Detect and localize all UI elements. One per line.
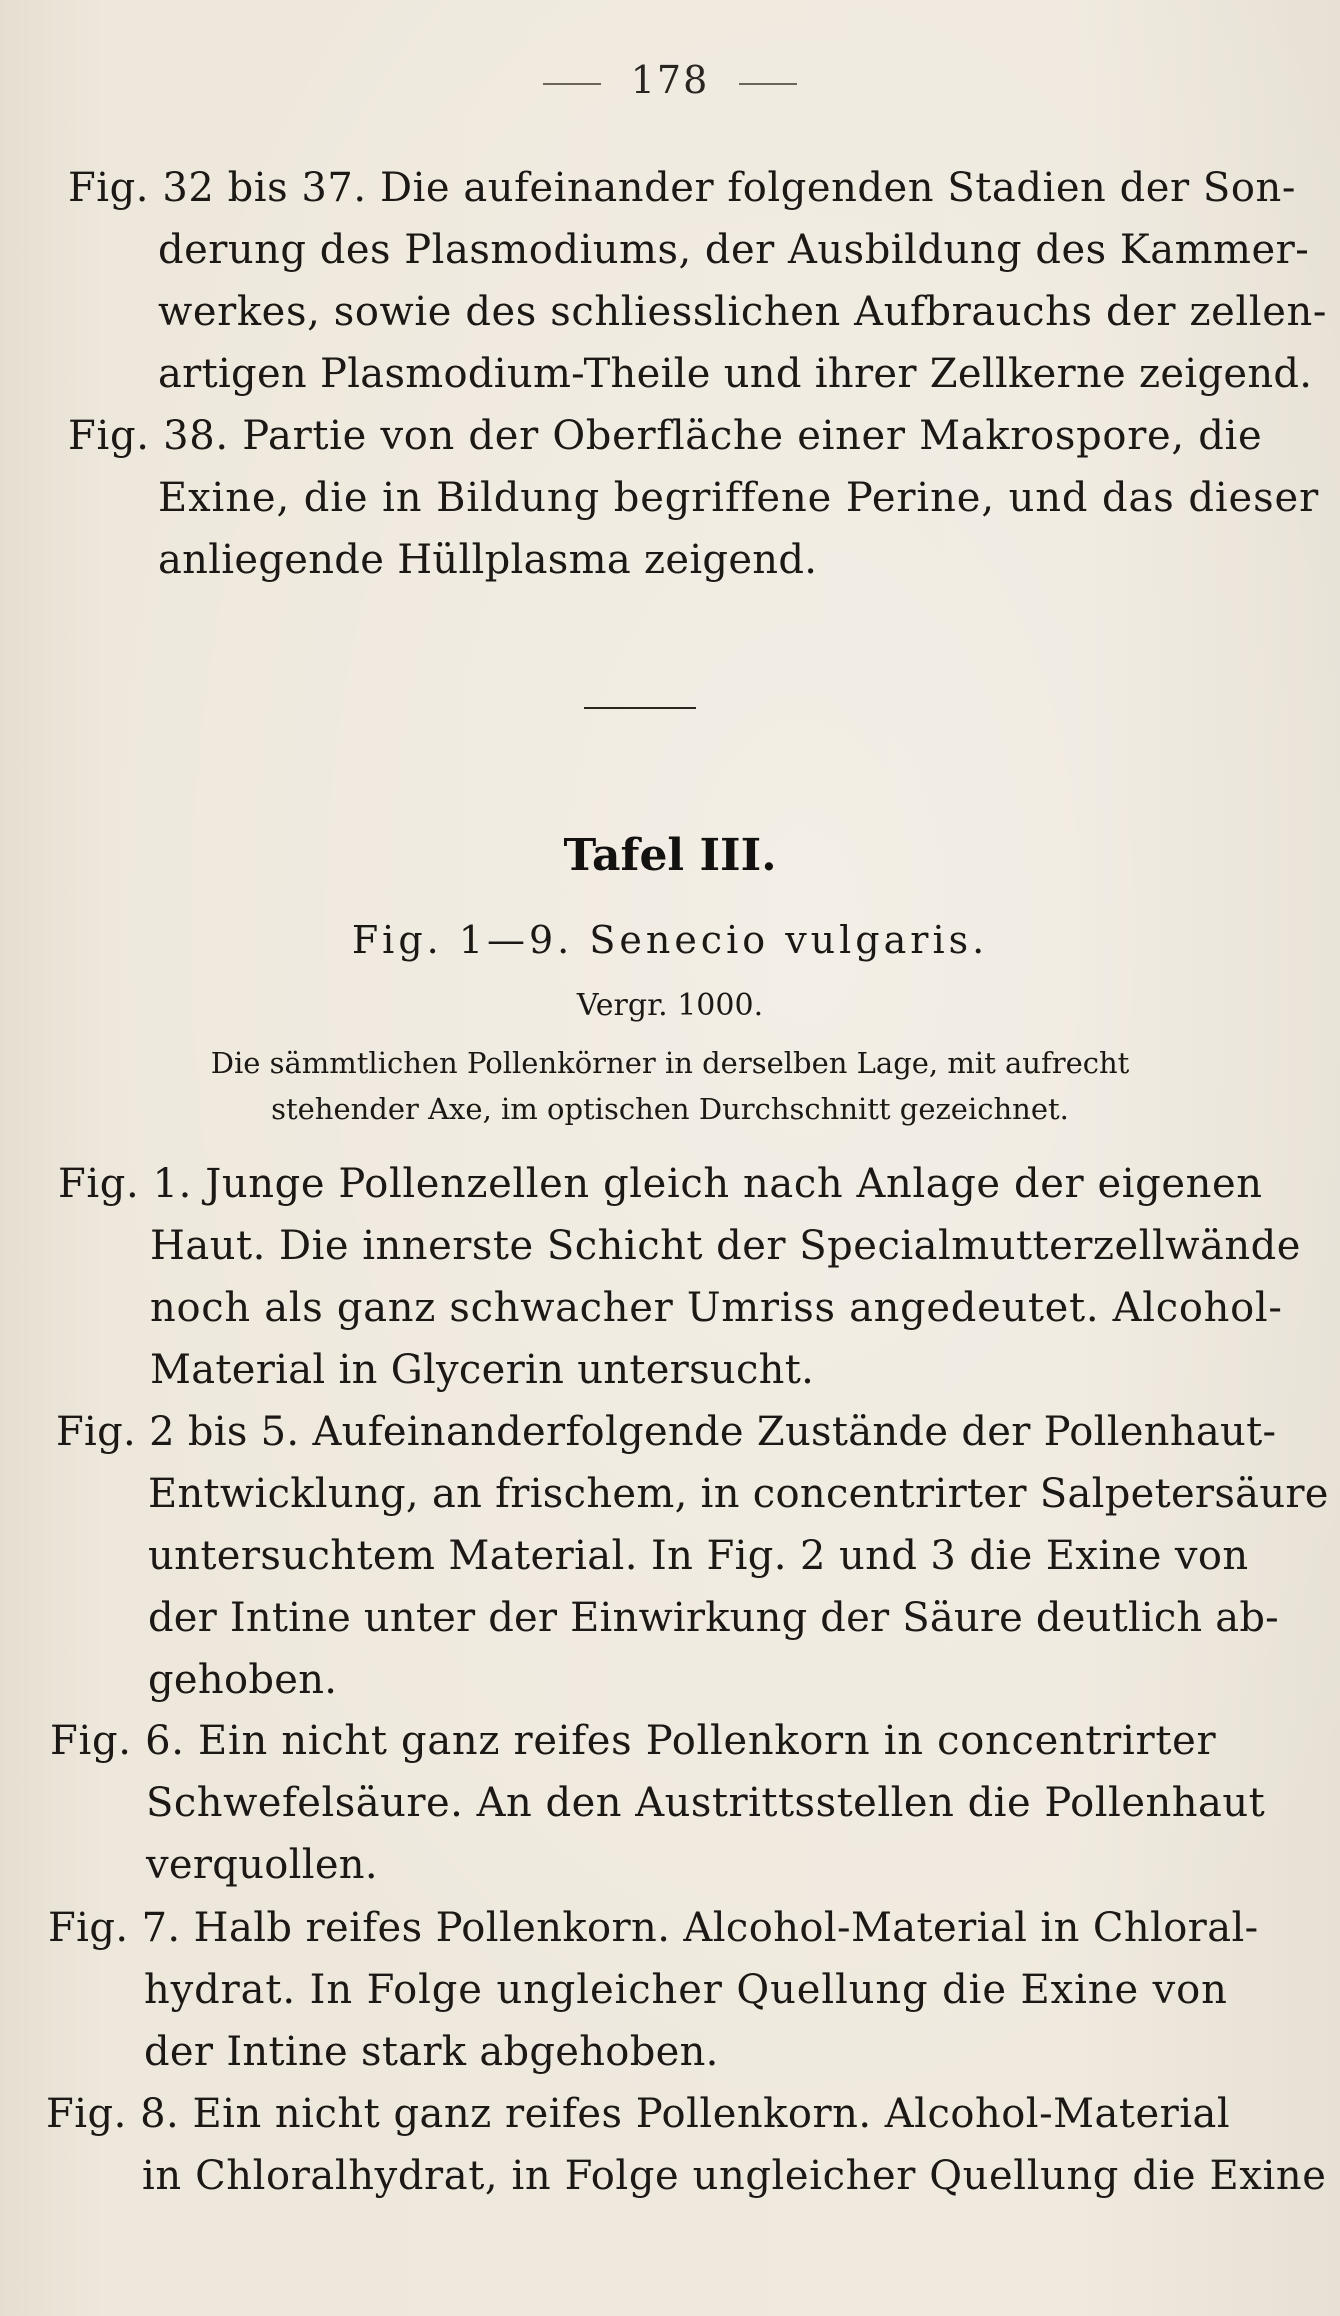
page-number-left-dash <box>543 83 601 85</box>
figure-entry-8 <box>0 2083 1340 2207</box>
entry-line: artigen Plasmodium-Theile und ihrer Zellkerne zeigend. <box>158 351 1313 397</box>
plate-magnification: Vergr. 1000. <box>576 988 764 1023</box>
entry-line: Fig. 8. Ein nicht ganz reifes Pollenkorn. Alcohol-Material <box>46 2091 1231 2137</box>
plate-note-line: Die sämmtlichen Pollenkörner in derselben Lage, mit aufrecht <box>210 1046 1130 1080</box>
plate-title: Tafel III. <box>563 830 777 881</box>
page-number-right-dash <box>739 83 797 85</box>
figure-entry-6 <box>0 1710 1340 1896</box>
figure-entry-7 <box>0 1897 1340 2083</box>
entry-line: Haut. Die innerste Schicht der Specialmutterzellwände <box>150 1223 1301 1269</box>
entry-line: derung des Plasmodiums, der Ausbildung des Kammer- <box>158 227 1310 273</box>
entry-line: Entwicklung, an frischem, in concentrirter Salpetersäure <box>148 1471 1329 1517</box>
plate-note <box>0 1040 1340 1132</box>
entry-line: verquollen. <box>146 1842 378 1888</box>
figure-entry-32-37 <box>0 157 1340 405</box>
entry-line: in Chloralhydrat, in Folge ungleicher Quellung die Exine <box>142 2153 1327 2199</box>
entry-line: anliegende Hüllplasma zeigend. <box>158 537 818 583</box>
entry-line: Fig. 38. Partie von der Oberfläche einer Makrospore, die <box>68 413 1263 459</box>
entry-line: Material in Glycerin untersucht. <box>150 1347 815 1393</box>
entry-line: der Intine unter der Einwirkung der Säure deutlich ab- <box>148 1595 1279 1641</box>
entry-line: Fig. 1. Junge Pollenzellen gleich nach Anlage der eigenen <box>58 1161 1263 1207</box>
entry-line: hydrat. In Folge ungleicher Quellung die Exine von <box>144 1967 1228 2013</box>
entry-line: untersuchtem Material. In Fig. 2 und 3 die Exine von <box>148 1533 1249 1579</box>
entry-line: gehoben. <box>148 1657 338 1703</box>
page-number <box>0 58 1340 102</box>
figure-entry-2-5 <box>0 1401 1340 1711</box>
entry-line: werkes, sowie des schliesslichen Aufbrauchs der zellen- <box>158 289 1327 335</box>
entry-line: Fig. 7. Halb reifes Pollenkorn. Alcohol-Material in Chloral- <box>48 1905 1259 1951</box>
plate-subtitle: Fig. 1—9. Senecio vulgaris. <box>351 918 989 962</box>
plate-note-line: stehender Axe, im optischen Durchschnitt gezeichnet. <box>271 1092 1069 1126</box>
entry-line: der Intine stark abgehoben. <box>144 2029 719 2075</box>
figure-entry-38 <box>0 405 1340 591</box>
section-divider <box>584 707 696 709</box>
entry-line: Schwefelsäure. An den Austrittsstellen die Pollenhaut <box>146 1780 1266 1826</box>
entry-line: Fig. 6. Ein nicht ganz reifes Pollenkorn in concentrirter <box>50 1718 1217 1764</box>
figure-entry-1 <box>0 1153 1340 1401</box>
entry-line: Fig. 2 bis 5. Aufeinanderfolgende Zustände der Pollenhaut- <box>56 1409 1277 1455</box>
entry-line: Exine, die in Bildung begriffene Perine, und das dieser <box>158 475 1320 521</box>
entry-line: Fig. 32 bis 37. Die aufeinander folgenden Stadien der Son- <box>68 165 1296 211</box>
page-number-text: 178 <box>630 58 710 102</box>
entry-line: noch als ganz schwacher Umriss angedeutet. Alcohol- <box>150 1285 1283 1331</box>
